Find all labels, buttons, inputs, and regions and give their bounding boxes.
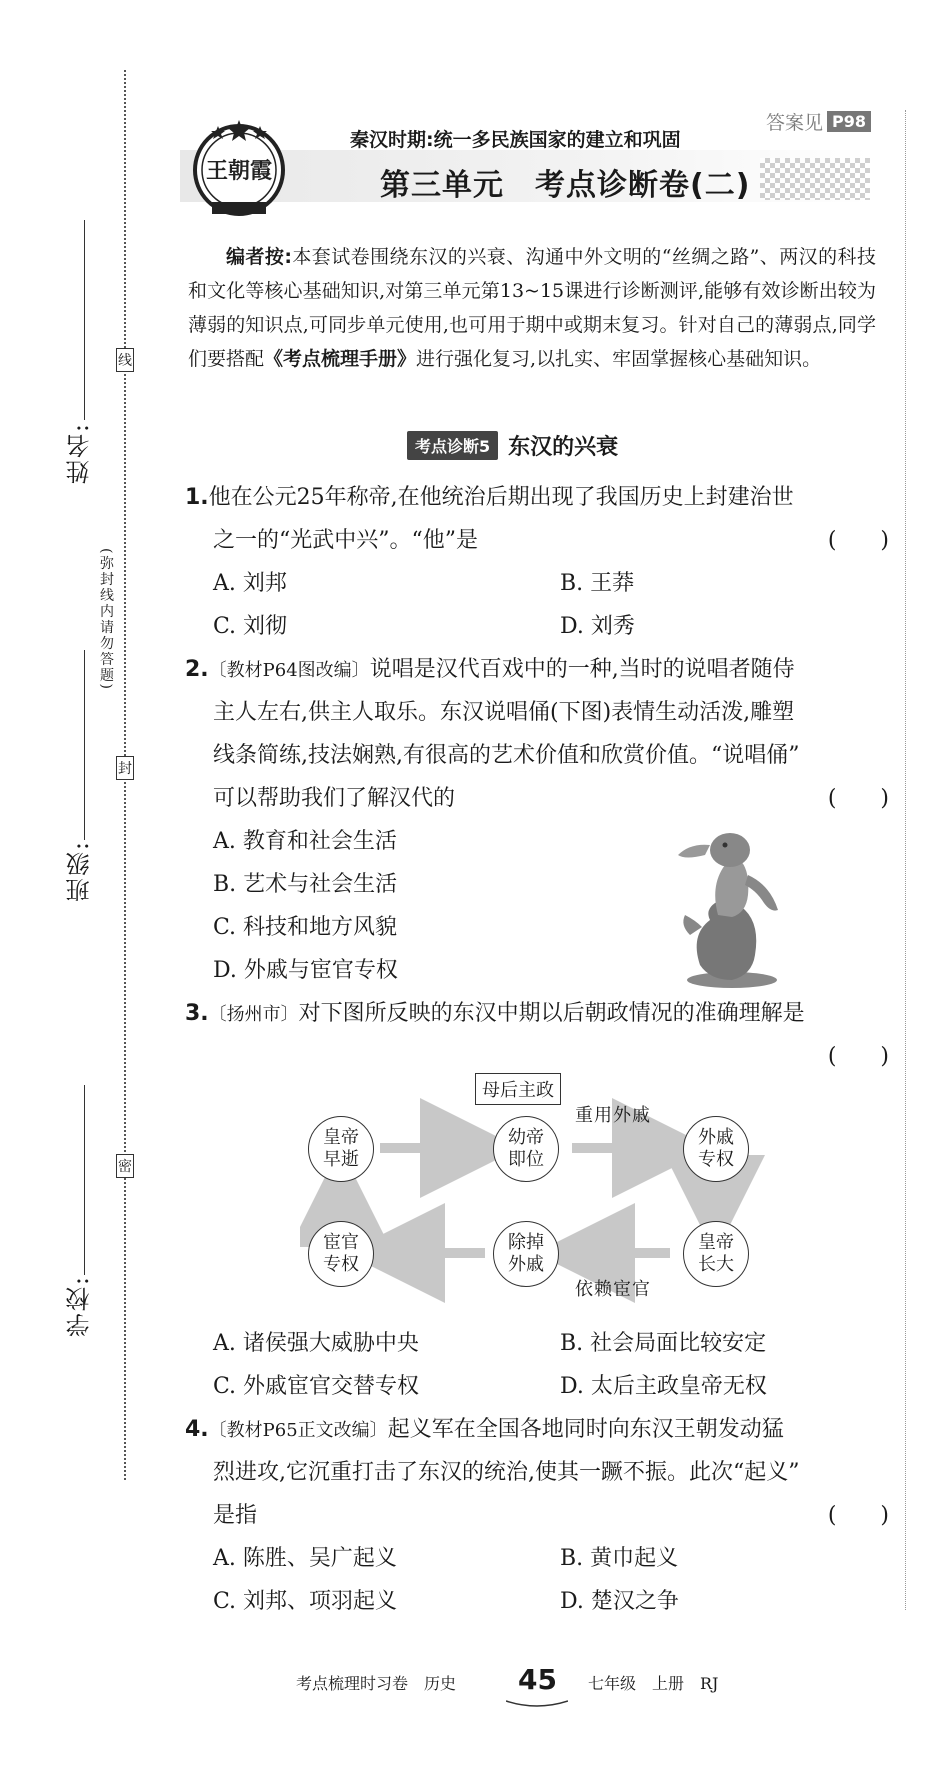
class-label: 班级: [66,840,94,903]
option-d[interactable]: D. 刘秀 [560,614,635,639]
seal-note: (弥封线内请勿答题) [98,548,114,691]
answer-ref-page: P98 [827,111,871,132]
option-a[interactable]: A. 陈胜、吴广起义 [213,1546,397,1571]
flow-node-emperor-grows-up: 皇帝 长大 [683,1221,749,1287]
flow-node-remove-consort-clan: 除掉 外戚 [493,1221,559,1287]
answer-paren[interactable]: ( ) [827,1503,889,1528]
question-number: 2. [185,657,209,682]
question-number: 3. [185,1001,209,1026]
name-field[interactable] [84,220,85,420]
seal-feng-mark: 封 [116,756,134,780]
editor-note-text: 本套试卷围绕东汉的兴衰、沟通中外文明的“丝绸之路”、两汉的科技和文化等核心基础知识,对第三单元第13~15课进行诊断测评,能够有效诊断出较为薄弱的知识点,可同步单元使用,也可用于期中或期末复习。针对自己的薄弱点,同学们要搭配 [188,246,876,370]
question-source: 〔扬州市〕 [208,1004,299,1025]
option-d[interactable]: D. 楚汉之争 [560,1589,679,1614]
storyteller-figurine-image [670,815,785,990]
question-line: 说唱是汉代百戏中的一种,当时的说唱者随侍 [369,657,795,682]
footer-right-text: 七年级 上册 RJ [588,1674,719,1693]
answer-reference [766,108,871,135]
option-a[interactable]: A. 教育和社会生活 [213,829,397,854]
editor-note-book: 《考点梳理手册》 [264,348,417,370]
question-line: 线条简练,技法娴熟,有很高的艺术价值和欣赏价值。“说唱俑” [213,743,800,768]
editor-note-text2: 进行强化复习,以扎实、牢固掌握核心基础知识。 [416,348,822,370]
answer-paren[interactable]: ( ) [827,1044,889,1069]
logo-badge [190,118,288,216]
option-c[interactable]: C. 刘邦、项羽起义 [213,1589,398,1614]
flow-node-eunuch-power: 宦官 专权 [308,1221,374,1287]
page-title: 第三单元 考点诊断卷(二) [380,168,751,203]
section-title: 东汉的兴衰 [508,435,619,460]
question-line: 主人左右,供主人取乐。东汉说唱俑(下图)表情生动活泼,雕塑 [213,700,795,725]
flow-box-label: 母后主政 [475,1073,561,1105]
question-line: 烈进攻,它沉重打击了东汉的统治,使其一蹶不振。此次“起义” [213,1460,800,1485]
page-number: 45 [518,1663,557,1696]
option-b[interactable]: B. 黄巾起义 [560,1546,679,1571]
question-number: 4. [185,1417,209,1442]
header-pattern [760,158,870,200]
option-d[interactable]: D. 太后主政皇帝无权 [560,1374,767,1399]
school-label: 学校: [66,1275,94,1338]
footer-left-text: 考点梳理时习卷 历史 [296,1674,457,1693]
section-tag: 考点诊断5 [407,431,498,460]
court-politics-flow-diagram [300,1080,780,1335]
right-margin-line [905,110,906,1610]
option-b[interactable]: B. 王莽 [560,571,635,596]
question-line: 起义军在全国各地同时向东汉王朝发动猛 [387,1417,784,1442]
option-b[interactable]: B. 社会局面比较安定 [560,1331,767,1356]
option-c[interactable]: C. 外戚宦官交替专权 [213,1374,420,1399]
seal-mi-mark: 密 [116,1154,134,1178]
class-field[interactable] [84,650,85,840]
editor-note-lead: 编者按: [226,246,292,268]
option-c[interactable]: C. 刘彻 [213,614,288,639]
editor-note [188,240,876,376]
page-number-underline [506,1699,568,1709]
school-field[interactable] [84,1085,85,1275]
seal-line-mark: 线 [116,348,134,372]
name-label: 姓名: [66,422,94,485]
question-source: 〔教材P65正文改编〕 [208,1420,388,1441]
question-line: 对下图所反映的东汉中期以后朝政情况的准确理解是 [298,1001,805,1026]
option-b[interactable]: B. 艺术与社会生活 [213,872,398,897]
answer-paren[interactable]: ( ) [827,786,889,811]
option-a[interactable]: A. 诸侯强大威胁中央 [213,1331,419,1356]
option-d[interactable]: D. 外戚与宦官专权 [213,958,398,983]
unit-subtitle: 秦汉时期:统一多民族国家的建立和巩固 [350,129,681,151]
question-line: 之一的“光武中兴”。“他”是 [213,528,478,553]
question-line: 是指 [213,1503,258,1528]
answer-ref-label: 答案见 [765,112,823,134]
question-source: 〔教材P64图改编〕 [208,660,370,681]
flow-node-emperor-dies-early: 皇帝 早逝 [308,1116,374,1182]
flow-node-consort-clan-power: 外戚 专权 [683,1116,749,1182]
question-number: 1. [185,485,209,510]
answer-paren[interactable]: ( ) [827,528,889,553]
question-line: 他在公元25年称帝,在他统治后期出现了我国历史上封建治世 [208,485,794,510]
flow-edge-label-top: 重用外戚 [575,1105,651,1126]
flow-edge-label-bottom: 依赖宦官 [575,1279,651,1300]
option-a[interactable]: A. 刘邦 [213,571,287,596]
section-heading [407,430,618,461]
question-line: 可以帮助我们了解汉代的 [213,786,456,811]
option-c[interactable]: C. 科技和地方风貌 [213,915,398,940]
logo-text: 王朝霞 [205,158,273,184]
flow-node-child-emperor: 幼帝 即位 [493,1116,559,1182]
